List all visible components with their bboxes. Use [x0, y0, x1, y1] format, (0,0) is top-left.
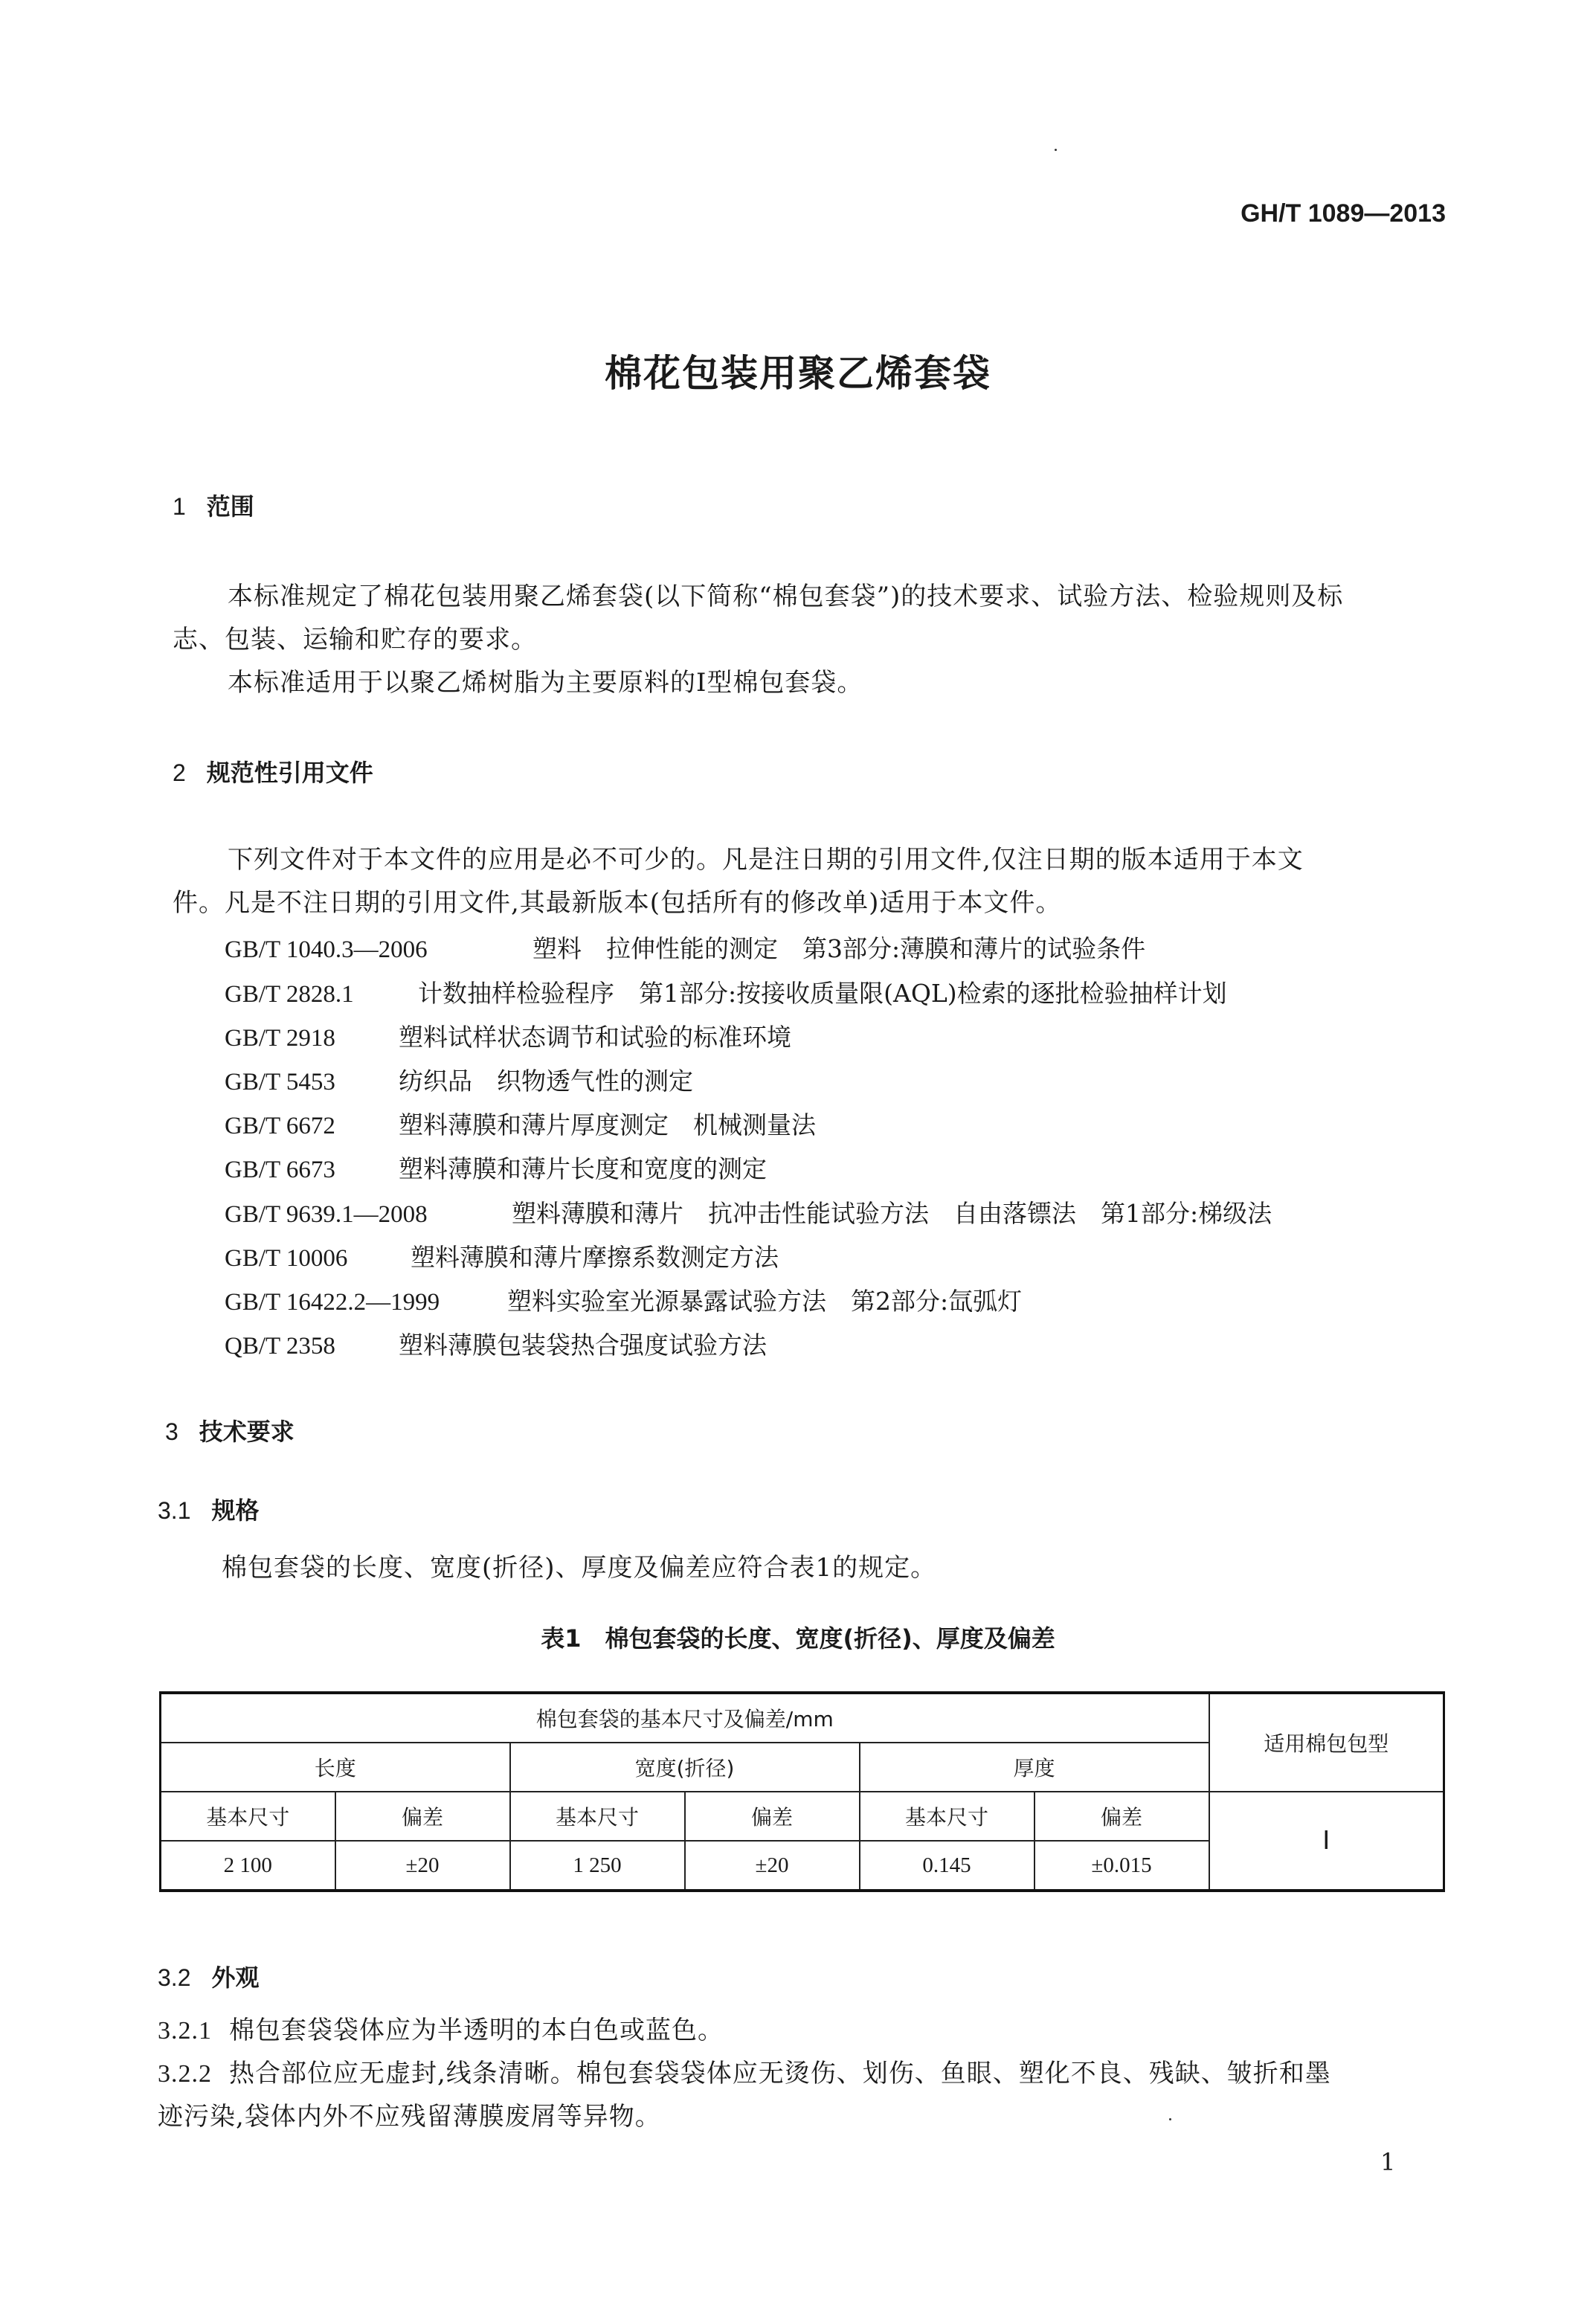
- section-number: 3: [165, 1418, 178, 1445]
- section-3-2-heading: [158, 1959, 260, 1993]
- section-number: 2: [173, 759, 186, 786]
- paragraph-line: 本标准适用于以聚乙烯树脂为主要原料的Ⅰ型棉包套袋。: [228, 668, 863, 698]
- table-subheader: 基本尺寸: [161, 1792, 335, 1841]
- table-cell: ±20: [685, 1841, 860, 1891]
- reference-item: GB/T 10006 塑料薄膜和薄片摩擦系数测定方法: [225, 1243, 779, 1272]
- reference-item: GB/T 1040.3—2006 塑料 拉伸性能的测定 第3部分:薄膜和薄片的试验条件: [225, 934, 1146, 963]
- section-title: 外观: [211, 1963, 260, 1992]
- reference-item: QB/T 2358 塑料薄膜包装袋热合强度试验方法: [225, 1331, 767, 1360]
- clause-number: 3.2.1: [158, 2017, 212, 2045]
- table-type-header: 适用棉包包型: [1209, 1693, 1444, 1792]
- clause-number: 3.2.2: [158, 2060, 212, 2088]
- document-title: 棉花包装用聚乙烯套袋: [605, 352, 991, 395]
- reference-item: GB/T 6672 塑料薄膜和薄片厚度测定 机械测量法: [225, 1110, 816, 1139]
- table-caption: 表1 棉包套袋的长度、宽度(折径)、厚度及偏差: [541, 1624, 1055, 1653]
- table-cell: 2 100: [161, 1841, 335, 1891]
- page-number: 1: [1380, 2148, 1396, 2176]
- section-number: 3.1: [158, 1497, 191, 1524]
- spec-table: [159, 1691, 1445, 1892]
- table-subheader: 基本尺寸: [510, 1792, 685, 1841]
- reference-item: GB/T 2918 塑料试样状态调节和试验的标准环境: [225, 1023, 791, 1052]
- table-subheader: 偏差: [335, 1792, 510, 1841]
- table-cell: 1 250: [510, 1841, 685, 1891]
- section-2-heading: [173, 754, 373, 788]
- section-number: 1: [173, 493, 186, 520]
- table-subheader: 基本尺寸: [860, 1792, 1034, 1841]
- reference-item: GB/T 16422.2—1999 塑料实验室光源暴露试验方法 第2部分:氙弧灯: [225, 1287, 1023, 1316]
- paragraph-line: 件。凡是不注日期的引用文件,其最新版本(包括所有的修改单)适用于本文件。: [173, 888, 1062, 918]
- clause-text: 棉包套袋袋体应为半透明的本白色或蓝色。: [229, 2016, 724, 2045]
- clause-3-2-1: [158, 2008, 724, 2053]
- paragraph-line: 志、包装、运输和贮存的要求。: [173, 625, 537, 654]
- table-width-header: 宽度(折径): [510, 1743, 860, 1792]
- table-cell: 0.145: [860, 1841, 1034, 1891]
- paragraph-line: 迹污染,袋体内外不应残留薄膜废屑等异物。: [158, 2102, 661, 2132]
- reference-item: GB/T 2828.1 计数抽样检验程序 第1部分:按接收质量限(AQL)检索的逐批检验抽样计划: [225, 979, 1227, 1008]
- reference-item: GB/T 5453 纺织品 织物透气性的测定: [225, 1067, 693, 1096]
- reference-item: GB/T 9639.1—2008 塑料薄膜和薄片 抗冲击性能试验方法 自由落镖法 第1部分:梯级法: [225, 1199, 1272, 1228]
- section-title: 范围: [206, 492, 254, 521]
- section-1-heading: [173, 488, 254, 522]
- table-cell: ±20: [335, 1841, 510, 1891]
- table-type-cell: Ⅰ: [1209, 1792, 1444, 1891]
- section-3-heading: [165, 1413, 295, 1447]
- table-subheader: 偏差: [685, 1792, 860, 1841]
- paragraph-line: 棉包套袋的长度、宽度(折径)、厚度及偏差应符合表1的规定。: [222, 1553, 937, 1583]
- scan-speck: [1055, 149, 1057, 151]
- standard-code: GH/T 1089—2013: [1241, 199, 1446, 228]
- clause-3-2-2: [158, 2051, 1331, 2097]
- paragraph-line: 下列文件对于本文件的应用是必不可少的。凡是注日期的引用文件,仅注日期的版本适用于本文: [228, 845, 1304, 875]
- section-number: 3.2: [158, 1964, 191, 1991]
- section-3-1-heading: [158, 1492, 260, 1526]
- table-subheader: 偏差: [1034, 1792, 1209, 1841]
- table-thickness-header: 厚度: [860, 1743, 1209, 1792]
- section-title: 规范性引用文件: [206, 759, 373, 787]
- reference-item: GB/T 6673 塑料薄膜和薄片长度和宽度的测定: [225, 1154, 767, 1183]
- scan-speck: [1169, 2118, 1171, 2120]
- table-group-header: 棉包套袋的基本尺寸及偏差/mm: [161, 1693, 1209, 1743]
- table-length-header: 长度: [161, 1743, 510, 1792]
- clause-text: 热合部位应无虚封,线条清晰。棉包套袋袋体应无烫伤、划伤、鱼眼、塑化不良、残缺、皱折和墨: [229, 2059, 1331, 2088]
- paragraph-line: 本标准规定了棉花包装用聚乙烯套袋(以下简称“棉包套袋”)的技术要求、试验方法、检验规则及标: [228, 582, 1344, 611]
- section-title: 规格: [211, 1496, 260, 1525]
- table-cell: ±0.015: [1034, 1841, 1209, 1891]
- section-title: 技术要求: [199, 1418, 295, 1446]
